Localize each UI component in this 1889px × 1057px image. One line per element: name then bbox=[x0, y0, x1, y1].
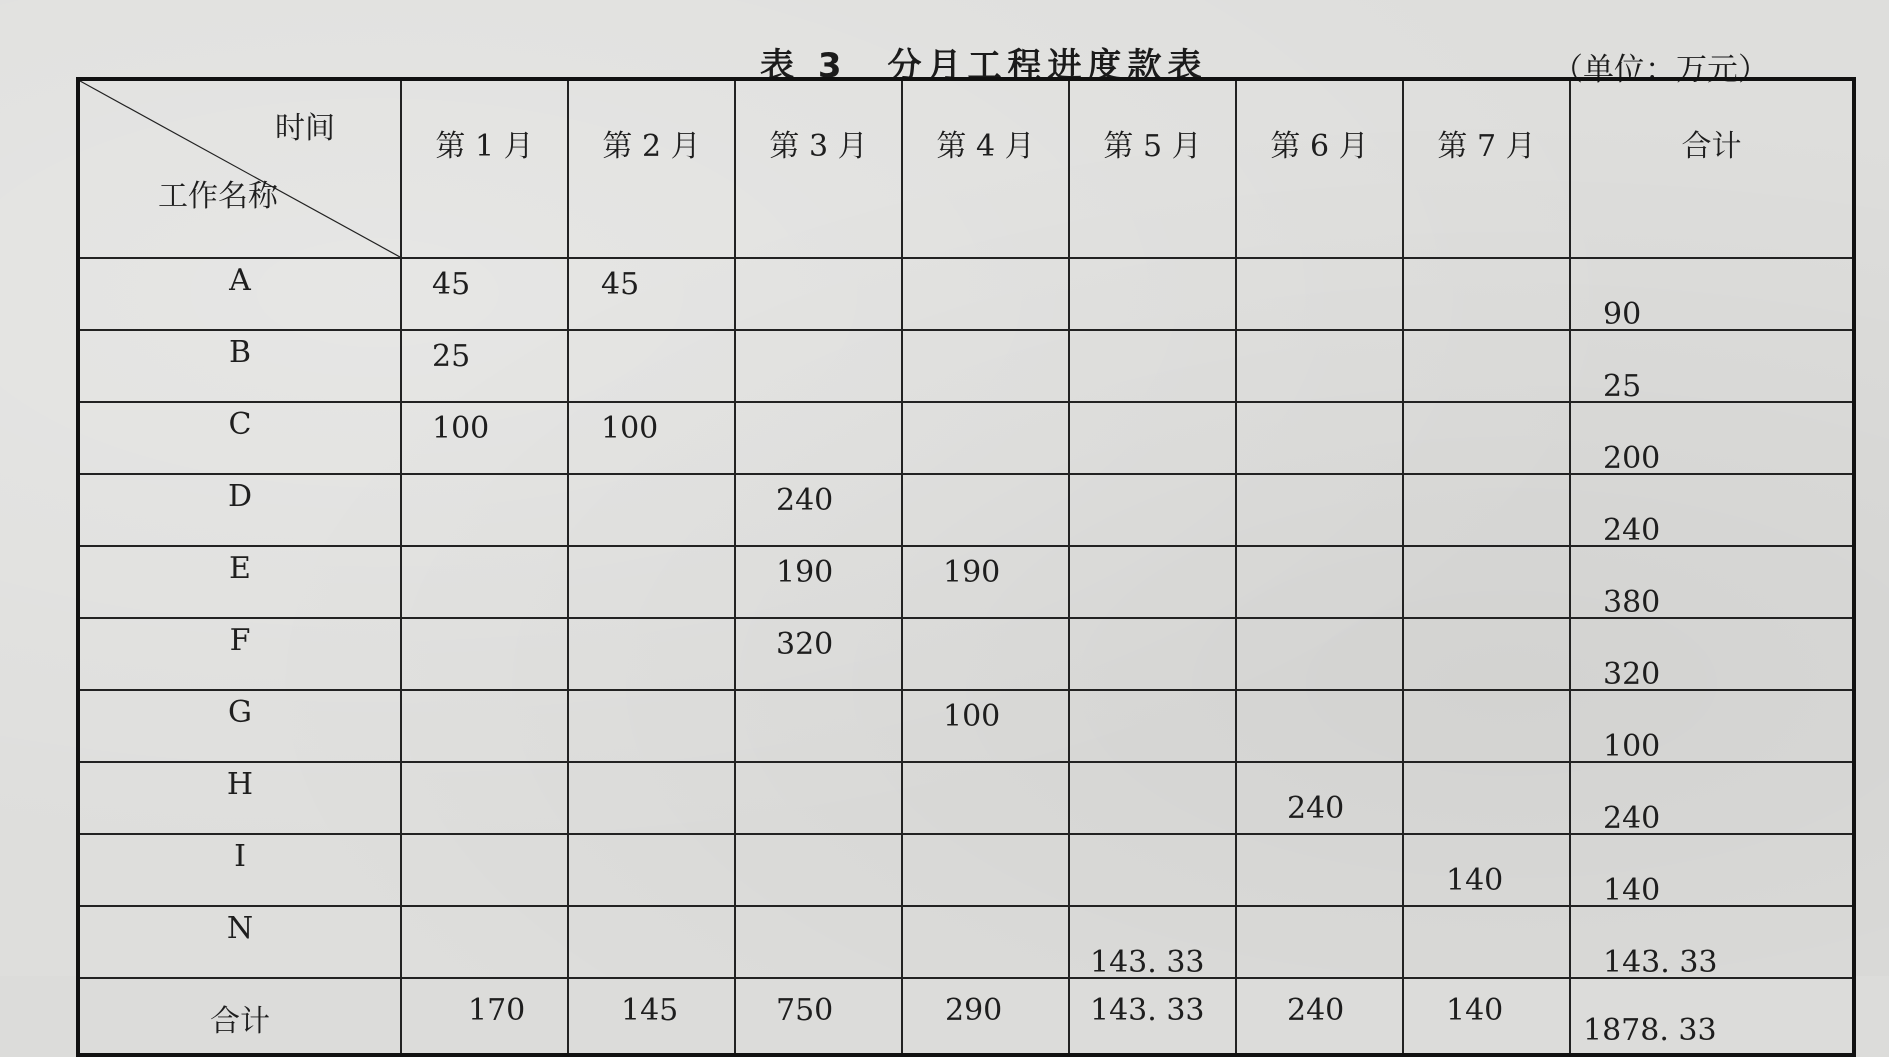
cell-value: 140 bbox=[1446, 863, 1504, 898]
row-total-cell bbox=[1570, 474, 1854, 546]
column-header: 第 4 月 bbox=[902, 79, 1069, 258]
cell-value: 1878. 33 bbox=[1583, 1013, 1717, 1048]
table-row bbox=[78, 762, 1854, 834]
value-cell bbox=[1236, 762, 1403, 834]
value-cell bbox=[1069, 330, 1236, 402]
row-name-cell: N bbox=[78, 906, 401, 978]
value-cell bbox=[1236, 834, 1403, 906]
cell-value: 45 bbox=[432, 267, 471, 302]
value-cell bbox=[401, 690, 568, 762]
cell-value: 320 bbox=[1603, 657, 1661, 692]
cell-value: 140 bbox=[1603, 873, 1661, 908]
value-cell bbox=[735, 258, 902, 330]
value-cell bbox=[1236, 690, 1403, 762]
table-row bbox=[78, 834, 1854, 906]
cell-value: 750 bbox=[776, 993, 834, 1028]
table-row bbox=[78, 618, 1854, 690]
corner-time-label: 时间 bbox=[275, 111, 335, 146]
corner-header-cell bbox=[78, 79, 401, 258]
value-cell bbox=[902, 474, 1069, 546]
table bbox=[76, 77, 1856, 1057]
column-total-cell bbox=[902, 978, 1069, 1055]
value-cell bbox=[401, 258, 568, 330]
row-total-cell bbox=[1570, 330, 1854, 402]
row-name-cell: C bbox=[78, 402, 401, 474]
value-cell bbox=[1069, 618, 1236, 690]
value-cell bbox=[1403, 690, 1570, 762]
value-cell bbox=[1236, 906, 1403, 978]
value-cell bbox=[1069, 474, 1236, 546]
value-cell bbox=[568, 402, 735, 474]
column-total-cell bbox=[401, 978, 568, 1055]
column-header: 第 1 月 bbox=[401, 79, 568, 258]
value-cell bbox=[1069, 402, 1236, 474]
value-cell bbox=[735, 906, 902, 978]
value-cell bbox=[735, 546, 902, 618]
value-cell bbox=[1069, 906, 1236, 978]
cell-value: 320 bbox=[776, 627, 834, 662]
cell-value: 25 bbox=[432, 339, 471, 374]
cell-value: 240 bbox=[1287, 993, 1345, 1028]
value-cell bbox=[902, 690, 1069, 762]
value-cell bbox=[1403, 402, 1570, 474]
table-row bbox=[78, 330, 1854, 402]
row-total-cell bbox=[1570, 690, 1854, 762]
value-cell bbox=[902, 258, 1069, 330]
cell-value: 190 bbox=[943, 555, 1001, 590]
column-total-cell bbox=[735, 978, 902, 1055]
value-cell bbox=[568, 330, 735, 402]
cell-value: 240 bbox=[776, 483, 834, 518]
value-cell bbox=[568, 546, 735, 618]
value-cell bbox=[1403, 762, 1570, 834]
column-header: 第 3 月 bbox=[735, 79, 902, 258]
corner-name-label: 工作名称 bbox=[158, 179, 278, 214]
value-cell bbox=[735, 690, 902, 762]
row-name-cell: H bbox=[78, 762, 401, 834]
value-cell bbox=[1403, 834, 1570, 906]
row-name-cell: B bbox=[78, 330, 401, 402]
table-body bbox=[78, 258, 1854, 1055]
row-total-cell bbox=[1570, 258, 1854, 330]
value-cell bbox=[1403, 330, 1570, 402]
column-header: 第 6 月 bbox=[1236, 79, 1403, 258]
value-cell bbox=[1403, 546, 1570, 618]
value-cell bbox=[401, 906, 568, 978]
value-cell bbox=[1069, 834, 1236, 906]
column-total-cell bbox=[1069, 978, 1236, 1055]
value-cell bbox=[1403, 906, 1570, 978]
value-cell bbox=[568, 258, 735, 330]
value-cell bbox=[401, 546, 568, 618]
value-cell bbox=[735, 402, 902, 474]
value-cell bbox=[1403, 258, 1570, 330]
cell-value: 100 bbox=[943, 699, 1001, 734]
table-row bbox=[78, 546, 1854, 618]
value-cell bbox=[1236, 618, 1403, 690]
cell-value: 145 bbox=[621, 993, 679, 1028]
cell-value: 100 bbox=[432, 411, 490, 446]
cell-value: 143. 33 bbox=[1090, 945, 1205, 980]
cell-value: 143. 33 bbox=[1090, 993, 1205, 1028]
cell-value: 240 bbox=[1603, 513, 1661, 548]
value-cell bbox=[1403, 618, 1570, 690]
table-unit: （单位：万元） bbox=[1552, 52, 1769, 88]
value-cell bbox=[568, 762, 735, 834]
cell-value: 143. 33 bbox=[1603, 945, 1718, 980]
cell-value: 170 bbox=[468, 993, 526, 1028]
value-cell bbox=[1069, 690, 1236, 762]
column-header-total: 合计 bbox=[1570, 79, 1854, 258]
column-total-cell bbox=[1403, 978, 1570, 1055]
row-total-cell bbox=[1570, 618, 1854, 690]
value-cell bbox=[568, 474, 735, 546]
cell-value: 380 bbox=[1603, 585, 1661, 620]
column-total-cell bbox=[568, 978, 735, 1055]
value-cell bbox=[902, 402, 1069, 474]
cell-value: 240 bbox=[1603, 801, 1661, 836]
value-cell bbox=[1236, 474, 1403, 546]
table-row bbox=[78, 402, 1854, 474]
value-cell bbox=[902, 618, 1069, 690]
value-cell bbox=[1069, 546, 1236, 618]
value-cell bbox=[902, 906, 1069, 978]
row-total-cell bbox=[1570, 762, 1854, 834]
cell-value: 140 bbox=[1446, 993, 1504, 1028]
row-name-cell: F bbox=[78, 618, 401, 690]
value-cell bbox=[735, 762, 902, 834]
value-cell bbox=[1236, 258, 1403, 330]
row-total-cell bbox=[1570, 906, 1854, 978]
value-cell bbox=[401, 402, 568, 474]
cell-value: 25 bbox=[1603, 369, 1642, 404]
value-cell bbox=[902, 762, 1069, 834]
value-cell bbox=[735, 330, 902, 402]
value-cell bbox=[1236, 546, 1403, 618]
cell-value: 90 bbox=[1603, 297, 1642, 332]
table-title: 表 3 分月工程进度款表 bbox=[760, 46, 1208, 86]
value-cell bbox=[401, 330, 568, 402]
value-cell bbox=[1403, 474, 1570, 546]
cell-value: 45 bbox=[601, 267, 640, 302]
value-cell bbox=[1236, 330, 1403, 402]
value-cell bbox=[568, 690, 735, 762]
value-cell bbox=[1069, 258, 1236, 330]
table-row bbox=[78, 474, 1854, 546]
row-name-cell: G bbox=[78, 690, 401, 762]
progress-payment-table bbox=[76, 77, 1852, 1048]
value-cell bbox=[401, 834, 568, 906]
total-row bbox=[78, 978, 1854, 1055]
value-cell bbox=[735, 834, 902, 906]
value-cell bbox=[568, 834, 735, 906]
value-cell bbox=[1069, 762, 1236, 834]
cell-value: 290 bbox=[945, 993, 1003, 1028]
total-row-label: 合计 bbox=[78, 978, 401, 1055]
value-cell bbox=[401, 762, 568, 834]
column-header: 第 5 月 bbox=[1069, 79, 1236, 258]
row-name-cell: D bbox=[78, 474, 401, 546]
diagonal-divider bbox=[80, 81, 400, 257]
value-cell bbox=[1236, 402, 1403, 474]
column-total-cell bbox=[1236, 978, 1403, 1055]
row-total-cell bbox=[1570, 402, 1854, 474]
cell-value: 200 bbox=[1603, 441, 1661, 476]
column-header: 第 2 月 bbox=[568, 79, 735, 258]
row-name-cell: A bbox=[78, 258, 401, 330]
header-row bbox=[78, 79, 1854, 258]
cell-value: 100 bbox=[1603, 729, 1661, 764]
value-cell bbox=[902, 834, 1069, 906]
row-total-cell bbox=[1570, 546, 1854, 618]
value-cell bbox=[902, 546, 1069, 618]
row-total-cell bbox=[1570, 834, 1854, 906]
table-row bbox=[78, 906, 1854, 978]
value-cell bbox=[568, 906, 735, 978]
grand-total-cell bbox=[1570, 978, 1854, 1055]
value-cell bbox=[735, 474, 902, 546]
value-cell bbox=[902, 330, 1069, 402]
value-cell bbox=[401, 474, 568, 546]
value-cell bbox=[568, 618, 735, 690]
value-cell bbox=[401, 618, 568, 690]
table-row bbox=[78, 258, 1854, 330]
cell-value: 100 bbox=[601, 411, 659, 446]
row-name-cell: E bbox=[78, 546, 401, 618]
value-cell bbox=[735, 618, 902, 690]
table-row bbox=[78, 690, 1854, 762]
cell-value: 240 bbox=[1287, 791, 1345, 826]
cell-value: 190 bbox=[776, 555, 834, 590]
column-header: 第 7 月 bbox=[1403, 79, 1570, 258]
row-name-cell: I bbox=[78, 834, 401, 906]
